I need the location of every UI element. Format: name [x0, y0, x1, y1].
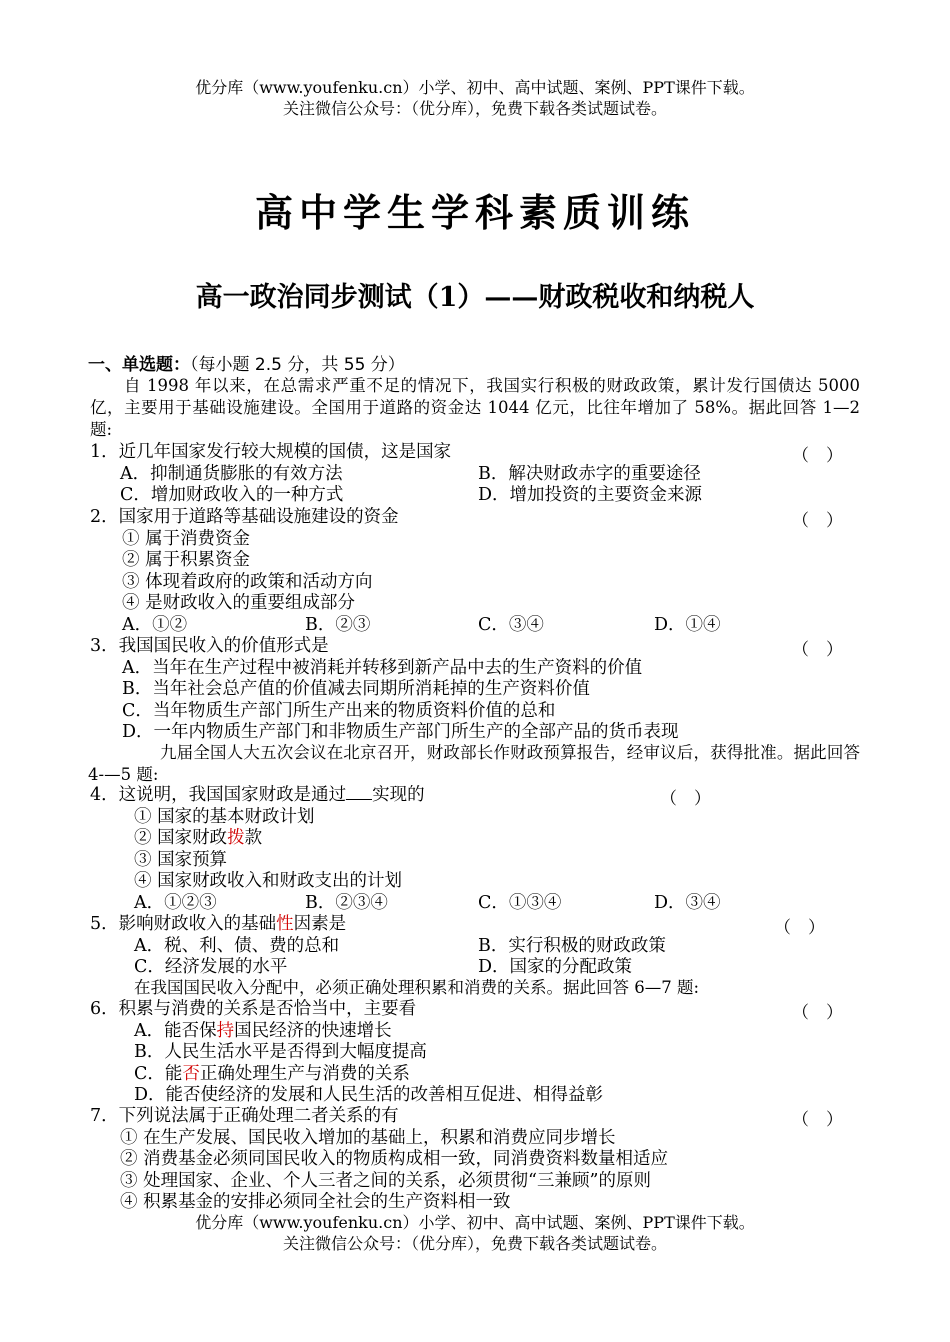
passage-3: 在我国国民收入分配中，必须正确处理积累和消费的关系。据此回答 6—7 题: [134, 978, 700, 997]
footer-line-1: 优分库（www.youfenku.cn）小学、初中、高中试题、案例、PPT课件下载。 [195, 1213, 755, 1232]
q6-c-post: 正确处理生产与消费的关系 [199, 1064, 410, 1084]
q5-option-c: C．经济发展的水平 [134, 957, 288, 977]
q3-option-c: C．当年物质生产部门所生产出来的物质资料价值的总和 [122, 701, 556, 721]
q2-stem: 2．国家用于道路等基础设施建设的资金 [90, 507, 399, 527]
header-line-2: 关注微信公众号：（优分库），免费下载各类试题试卷。 [282, 99, 667, 118]
q6-c-pre: C．能 [134, 1064, 183, 1084]
section-heading [88, 350, 405, 375]
q1-answer-paren: （ ） [792, 446, 843, 466]
q6-option-c [134, 1063, 410, 1085]
q3-stem: 3．我国国民收入的价值形式是 [90, 636, 329, 656]
q4-stem-pre: 4．这说明，我国国家财政是通过 [90, 785, 347, 805]
q2-statement-4: ④ 是财政收入的重要组成部分 [122, 593, 356, 613]
q6-c-red: 否 [182, 1064, 200, 1084]
q4-s2-pre: ② 国家财政 [134, 828, 228, 848]
q4-s2-red: 拨 [227, 828, 245, 848]
q2-option-b: B．②③ [305, 615, 371, 635]
passage-1: 自 1998 年以来，在总需求严重不足的情况下，我国实行积极的财政政策，累计发行国债达 5000 亿，主要用于基础设施建设。全国用于道路的资金达 1044 亿元，比往年增加了 58%。据此回答 1—2 题: [90, 376, 860, 439]
q4-statement-4: ④ 国家财政收入和财政支出的计划 [134, 871, 403, 891]
q5-option-a: A．税、利、债、费的总和 [134, 936, 340, 956]
page-title: 高中学生学科素质训练 [254, 191, 695, 235]
section-note: （每小题 2.5 分，共 55 分） [190, 355, 405, 375]
q6-option-d: D．能否使经济的发展和人民生活的改善相互促进、相得益彰 [134, 1085, 604, 1105]
q1-option-a: A．抑制通货膨胀的有效方法 [120, 464, 343, 484]
header-line-1: 优分库（www.youfenku.cn）小学、初中、高中试题、案例、PPT课件下载。 [195, 78, 755, 97]
q4-option-d: D．③④ [654, 893, 721, 913]
q2-statement-3: ③ 体现着政府的政策和活动方向 [122, 572, 373, 592]
q4-option-a: A．①②③ [134, 893, 217, 913]
passage-2: 九届全国人大五次会议在北京召开，财政部长作财政预算报告，经审议后，获得批准。据此回答 4-—5 题: [88, 743, 860, 784]
q4-statement-1: ① 国家的基本财政计划 [134, 807, 315, 827]
q1-option-d: D．增加投资的主要资金来源 [478, 485, 703, 505]
q6-a-post: 国民经济的快速增长 [234, 1021, 392, 1041]
q4-statement-3: ③ 国家预算 [134, 850, 228, 870]
q2-option-a: A．①② [122, 615, 188, 635]
q5-option-d: D．国家的分配政策 [478, 957, 633, 977]
q1-stem: 1．近几年国家发行较大规模的国债，这是国家 [90, 442, 452, 462]
q2-statement-2: ② 属于积累资金 [122, 550, 251, 570]
q7-answer-paren: （ ） [792, 1110, 843, 1130]
q2-option-d: D．①④ [654, 615, 721, 635]
q3-option-b: B．当年社会总产值的价值减去同期所消耗掉的生产资料价值 [122, 679, 590, 699]
q4-s2-post: 款 [244, 828, 263, 848]
q6-option-b: B．人民生活水平是否得到大幅度提高 [134, 1042, 427, 1062]
q2-answer-paren: （ ） [792, 511, 843, 531]
footer-line-2: 关注微信公众号：（优分库），免费下载各类试题试卷。 [282, 1234, 667, 1253]
section-label: 一、单选题： [88, 355, 190, 375]
q5-option-b: B．实行积极的财政政策 [478, 936, 666, 956]
q6-a-pre: A．能否保 [134, 1021, 217, 1041]
q5-answer-paren: （ ） [774, 918, 825, 938]
q7-statement-4: ④ 积累基金的安排必须同全社会的生产资料相一致 [120, 1192, 511, 1212]
q4-stem-post: 实现的 [372, 785, 425, 805]
q6-a-red: 持 [216, 1021, 235, 1041]
q4-answer-paren: （ ） [660, 789, 711, 809]
q6-answer-paren: （ ） [792, 1003, 843, 1023]
q5-stem-pre: 5．影响财政收入的基础 [90, 914, 277, 934]
q5-stem-post: 因素是 [293, 914, 347, 934]
q7-stem: 7．下列说法属于正确处理二者关系的有 [90, 1106, 399, 1126]
q3-option-d: D．一年内物质生产部门和非物质生产部门所生产的全部产品的货币表现 [122, 722, 679, 742]
q6-stem: 6．积累与消费的关系是否恰当中，主要看 [90, 999, 417, 1019]
q2-statement-1: ① 属于消费资金 [122, 529, 251, 549]
q5-stem-red: 性 [276, 914, 294, 934]
q7-statement-3: ③ 处理国家、企业、个人三者之间的关系，必须贯彻“三兼顾”的原则 [120, 1171, 651, 1191]
q1-option-c: C．增加财政收入的一种方式 [120, 485, 344, 505]
q4-statement-2 [134, 827, 262, 849]
q2-option-c: C．③④ [478, 615, 544, 635]
q4-stem [90, 784, 425, 806]
q7-statement-1: ① 在生产发展、国民收入增加的基础上，积累和消费应同步增长 [120, 1128, 616, 1148]
q7-statement-2: ② 消费基金必须同国民收入的物质构成相一致，同消费资料数量相适应 [120, 1149, 669, 1169]
q3-answer-paren: （ ） [792, 640, 843, 660]
q5-stem [90, 913, 346, 935]
q4-option-c: C．①③④ [478, 893, 562, 913]
q3-option-a: A．当年在生产过程中被消耗并转移到新产品中去的生产资料的价值 [122, 658, 643, 678]
q4-option-b: B．②③④ [305, 893, 388, 913]
page-subtitle: 高一政治同步测试（1）——财政税收和纳税人 [195, 282, 755, 313]
q6-option-a [134, 1020, 392, 1042]
q4-blank [346, 785, 372, 800]
q1-option-b: B．解决财政赤字的重要途径 [478, 464, 701, 484]
